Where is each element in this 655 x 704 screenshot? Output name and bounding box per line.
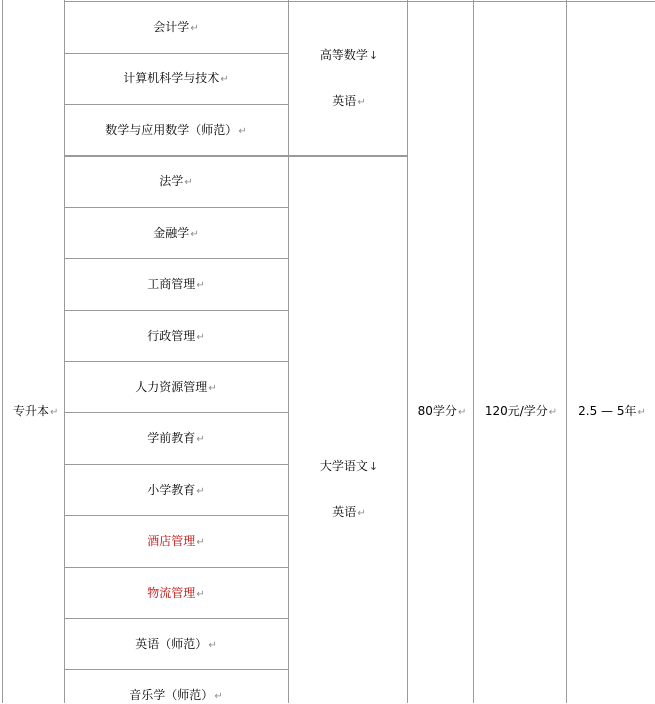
row-divider: [64, 412, 288, 413]
major-cell: [135, 637, 216, 653]
major-name-highlighted: 酒店管理: [147, 534, 196, 548]
row-divider: [64, 567, 288, 568]
major-cell: [147, 586, 204, 602]
subject-cell: [320, 48, 378, 63]
duration-cell: [578, 404, 646, 420]
row-divider: [64, 310, 288, 311]
major-cell: [135, 380, 216, 396]
paragraph-mark: ↵: [637, 407, 646, 418]
paragraph-mark: ↵: [208, 383, 217, 394]
paragraph-mark: ↵: [50, 407, 59, 418]
subject-name: 大学语文: [319, 459, 368, 473]
major-cell: [147, 534, 204, 550]
major-name: 数学与应用数学（师范）: [105, 123, 238, 137]
subject-name: 高等数学: [319, 48, 368, 62]
major-cell: [153, 226, 198, 242]
subject-cell: [320, 459, 378, 474]
major-cell: [153, 20, 198, 36]
row-divider: [64, 464, 288, 465]
paragraph-mark: ↵: [357, 97, 366, 108]
row-divider: [64, 669, 288, 670]
major-name: 小学教育: [147, 483, 196, 497]
paragraph-mark: ↵: [196, 332, 205, 343]
paragraph-mark: ↵: [190, 23, 199, 34]
major-cell: [123, 71, 228, 87]
top-border: [288, 1, 655, 2]
row-divider: [64, 515, 288, 516]
row-divider: [64, 104, 288, 105]
major-name: 金融学: [153, 226, 190, 240]
paragraph-mark: ↵: [457, 407, 467, 418]
paragraph-mark: ↵: [196, 434, 205, 445]
paragraph-mark: ↵: [357, 508, 366, 519]
paragraph-mark: ↵: [220, 74, 229, 85]
column-divider: [2, 0, 3, 703]
major-cell: [129, 688, 222, 704]
major-name: 音乐学（师范）: [129, 688, 214, 702]
major-cell: [159, 174, 192, 190]
row-divider: [64, 1, 288, 2]
column-divider: [64, 0, 65, 703]
subject-name: 英语: [332, 505, 357, 519]
paragraph-mark: ↵: [238, 126, 247, 137]
column-divider: [288, 0, 289, 703]
column-divider: [407, 0, 408, 703]
line-break-mark: ↓: [368, 460, 379, 473]
major-name-highlighted: 物流管理: [147, 586, 196, 600]
paragraph-mark: ↵: [196, 589, 205, 600]
column-divider: [566, 0, 567, 703]
major-cell: [105, 123, 246, 139]
major-name: 法学: [159, 174, 184, 188]
paragraph-mark: ↵: [208, 640, 217, 651]
paragraph-mark: ↵: [214, 691, 223, 702]
major-name: 英语（师范）: [135, 637, 208, 651]
paragraph-mark: ↵: [196, 537, 205, 548]
subject-cell: [332, 505, 365, 521]
row-divider: [64, 618, 288, 619]
credits-value: 80学分: [417, 404, 457, 418]
paragraph-mark: ↵: [190, 229, 199, 240]
paragraph-mark: ↵: [184, 177, 193, 188]
row-divider: [64, 207, 288, 208]
major-cell: [147, 483, 204, 499]
major-name: 人力资源管理: [135, 380, 208, 394]
major-name: 工商管理: [147, 277, 196, 291]
level-cell: [13, 404, 58, 420]
major-name: 行政管理: [147, 329, 196, 343]
major-name: 会计学: [153, 20, 190, 34]
major-cell: [147, 329, 204, 345]
duration-value: 2.5 — 5年: [578, 404, 637, 418]
level-label: 专升本: [13, 404, 50, 418]
row-divider: [64, 155, 407, 157]
major-name: 学前教育: [147, 431, 196, 445]
major-cell: [147, 431, 204, 447]
fee-value: 120元/学分: [484, 404, 548, 418]
row-divider: [64, 258, 288, 259]
paragraph-mark: ↵: [196, 280, 205, 291]
credits-cell: [418, 404, 467, 420]
major-name: 计算机科学与技术: [123, 71, 220, 85]
major-cell: [147, 277, 204, 293]
column-divider: [473, 0, 474, 703]
paragraph-mark: ↵: [548, 407, 558, 418]
subject-name: 英语: [332, 94, 357, 108]
line-break-mark: ↓: [368, 49, 379, 62]
subject-cell: [332, 94, 365, 110]
row-divider: [64, 361, 288, 362]
paragraph-mark: ↵: [196, 486, 205, 497]
row-divider: [64, 53, 288, 54]
fee-cell: [485, 404, 557, 420]
